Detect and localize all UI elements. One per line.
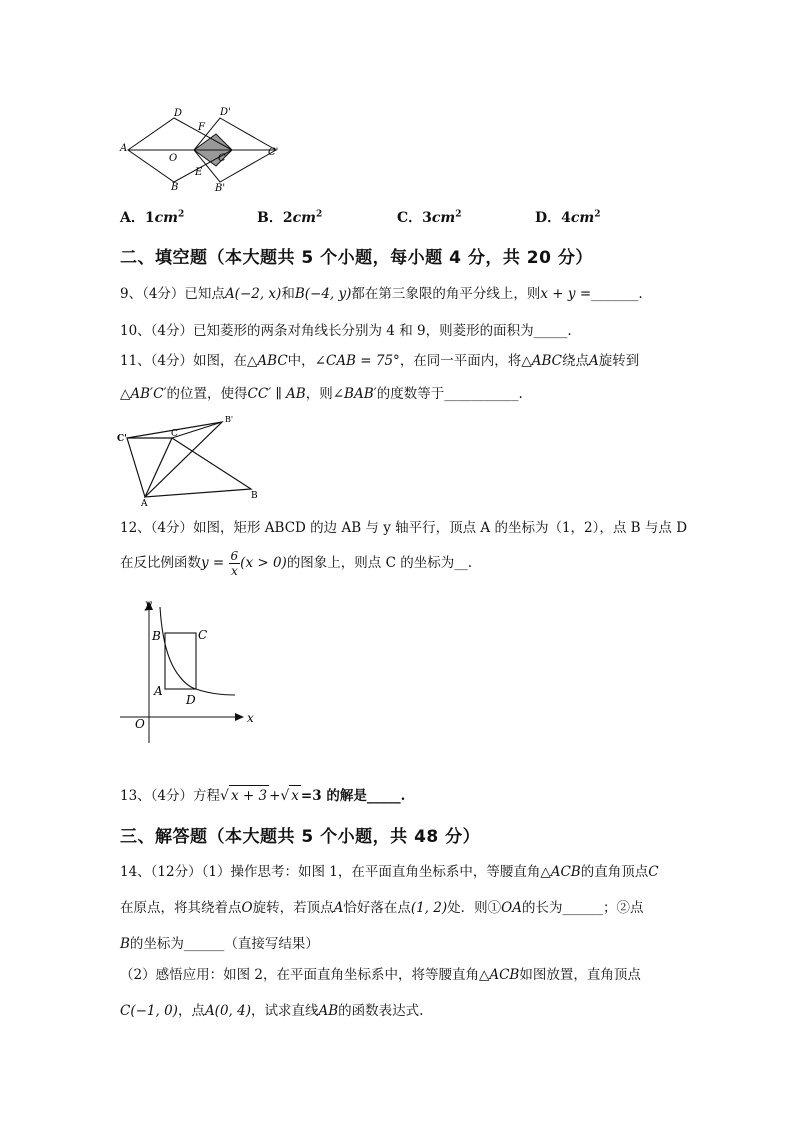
- label-f: F: [198, 122, 205, 133]
- question-14-line-1: 14、（12分）（1）操作思考：如图 1，在平面直角坐标系中，等腰直角△ACB的直角顶点C: [120, 864, 659, 880]
- rectangle-abcd: [165, 633, 196, 689]
- question-12-line-2: 在反比例函数y = $\frac{6}{x}$ (x > 0)的图象上，则点 C 的坐标为__.: [120, 549, 473, 578]
- label-a: A: [120, 143, 128, 154]
- option-b[interactable]: B．$2cm^2$: [257, 209, 323, 226]
- question-14-line-2: 在原点，将其绕着点O旋转，若顶点A恰好落在点(1, 2)处．则①OA的长为______；②点: [120, 900, 644, 916]
- label-d-prime: D': [220, 107, 231, 118]
- label-a: A: [154, 684, 163, 698]
- rotation-figure: [115, 412, 265, 507]
- question-14-line-5: C(−1, 0)，点A(0, 4)，试求直线AB的函数表达式.: [120, 1003, 424, 1019]
- option-c[interactable]: C．$3cm^2$: [397, 209, 462, 226]
- label-a: A: [141, 499, 148, 507]
- label-y: y: [145, 597, 152, 611]
- label-c-prime: C': [117, 434, 127, 444]
- question-11-line-1: 11、（4分）如图，在△ABC中，∠CAB = 75°，在同一平面内，将△ABC绕点A旋转到: [120, 353, 640, 369]
- label-c: C: [171, 429, 178, 439]
- label-b: B: [152, 629, 161, 643]
- label-c: C: [198, 628, 208, 642]
- label-c: C: [218, 153, 226, 164]
- label-d: D: [186, 693, 196, 707]
- option-a[interactable]: A．$1cm^2$: [120, 209, 185, 226]
- section-solutions-title: 三、解答题（本大题共 5 个小题，共 48 分）: [120, 827, 481, 847]
- question-10: 10、（4分）已知菱形的两条对角线长分别为 4 和 9，则菱形的面积为_____.: [120, 323, 572, 339]
- triangle-abc: [145, 438, 251, 497]
- x-axis-arrow: [235, 713, 244, 721]
- hyperbola-figure: [118, 595, 263, 745]
- question-13: 13、（4分）方程√ x + 3 +√ x =3 的解是_____.: [120, 785, 405, 806]
- option-d[interactable]: D．$4cm^2$: [535, 209, 601, 226]
- label-o: O: [135, 717, 145, 731]
- label-b: B: [171, 182, 179, 193]
- question-11-line-2: △AB′C′的位置，使得CC′ ∥ AB，则∠BAB′的度数等于___________.: [120, 386, 523, 402]
- section-fill-in-title: 二、填空题（本大题共 5 个小题，每小题 4 分，共 20 分）: [120, 248, 593, 268]
- label-b: B: [251, 491, 258, 501]
- label-o: O: [169, 153, 178, 164]
- hyperbola-curve: [160, 607, 235, 695]
- rhombus-figure: [118, 103, 293, 193]
- label-e: E: [195, 167, 203, 178]
- question-14-line-3: B的坐标为______（直接写结果）: [120, 936, 319, 952]
- question-12-line-1: 12、（4分）如图，矩形 ABCD 的边 AB 与 y 轴平行，顶点 A 的坐标为（1，2），点 B 与点 D: [120, 520, 688, 536]
- question-9: 9、（4分）已知点A(−2, x)和B(−4, y)都在第三象限的角平分线上，则x + y =_______.: [120, 286, 643, 302]
- question-14-line-4: （2）感悟应用：如图 2，在平面直角坐标系中，将等腰直角△ACB如图放置，直角顶点: [120, 967, 641, 983]
- label-d: D: [174, 108, 183, 119]
- label-c-prime: C': [268, 147, 279, 158]
- label-x: x: [247, 711, 254, 725]
- label-b-prime: B': [215, 183, 226, 193]
- fraction-6-over-x: $\frac{6}{x}$: [230, 549, 239, 578]
- label-b-prime: B': [225, 415, 234, 424]
